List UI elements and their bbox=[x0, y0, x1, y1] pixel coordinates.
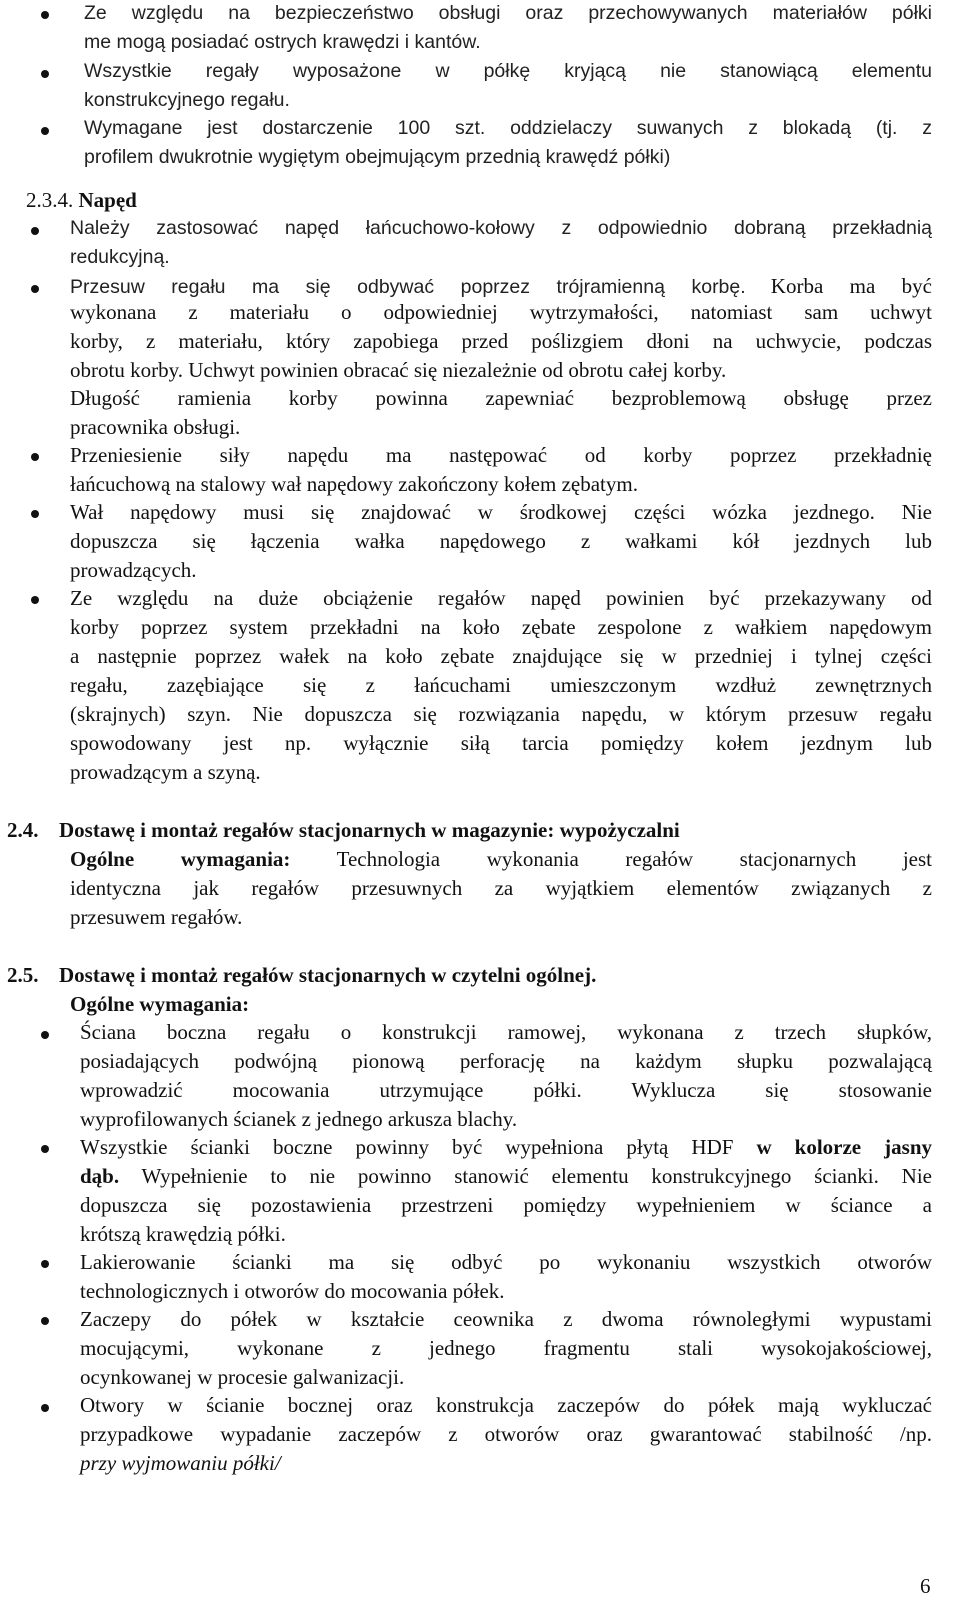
paragraph-line: korby, z materiału, który zapobiega przed poślizgiem dłoni na uchwycie, podczas bbox=[70, 329, 932, 353]
section-heading bbox=[7, 818, 680, 843]
section-title: Napęd bbox=[78, 188, 137, 212]
paragraph-line: Otwory w ścianie bocznej oraz konstrukcja zaczepów do półek mają wykluczać bbox=[80, 1393, 932, 1417]
paragraph-line: Przeniesienie siły napędu ma następować od korby poprzez przekładnię bbox=[70, 443, 932, 467]
paragraph-line bbox=[80, 1164, 932, 1189]
paragraph-line: korby poprzez system przekładni na koło zębate zespolone z wałkiem napędowym bbox=[70, 615, 932, 639]
paragraph-line: konstrukcyjnego regału. bbox=[84, 89, 290, 111]
paragraph-line: przesuwem regałów. bbox=[70, 905, 243, 929]
page-number: 6 bbox=[920, 1574, 931, 1598]
bullet-dot bbox=[41, 11, 49, 19]
paragraph-line: dopuszcza się pozostawienia przestrzeni pomiędzy wypełnieniem w ściance a bbox=[80, 1193, 932, 1217]
paragraph-line: wykonana z materiału o odpowiedniej wytrzymałości, natomiast sam uchwyt bbox=[70, 300, 932, 324]
section-number: 2.3.4. bbox=[26, 188, 74, 212]
text-run-bold: dąb. bbox=[80, 1164, 120, 1188]
section-number: 2.4. bbox=[7, 818, 39, 842]
paragraph-line bbox=[70, 847, 932, 872]
paragraph-line: Lakierowanie ścianki ma się odbyć po wykonaniu wszystkich otworów bbox=[80, 1250, 932, 1274]
bullet-dot bbox=[41, 1031, 49, 1039]
section-title: Dostawę i montaż regałów stacjonarnych w czytelni ogólnej. bbox=[59, 963, 597, 987]
bullet-dot bbox=[41, 1317, 49, 1325]
paragraph-line: krótszą krawędzią półki. bbox=[80, 1222, 286, 1246]
paragraph-line: Wszystkie regały wyposażone w półkę kryjącą nie stanowiącą elementu bbox=[84, 60, 932, 82]
paragraph-line: redukcyjną. bbox=[70, 246, 170, 268]
paragraph-line: łańcuchową na stalowy wał napędowy zakończony kołem zębatym. bbox=[70, 472, 638, 496]
paragraph-line: (skrajnych) szyn. Nie dopuszcza się rozwiązania napędu, w którym przesuw regału bbox=[70, 702, 932, 726]
requirements-label: Ogólne wymagania: bbox=[70, 847, 291, 871]
paragraph-line: pracownika obsługi. bbox=[70, 415, 241, 439]
paragraph-line: a następnie poprzez wałek na koło zębate znajdujące się w przedniej i tylnej części bbox=[70, 644, 932, 668]
requirements-label: Ogólne wymagania: bbox=[70, 992, 250, 1016]
paragraph-line: regału, zazębiające się z łańcuchami umieszczonym wzdłuż zewnętrznych bbox=[70, 673, 932, 697]
bullet-dot bbox=[41, 1260, 49, 1268]
paragraph-line: Ze względu na duże obciążenie regałów napęd powinien być przekazywany od bbox=[70, 586, 932, 610]
paragraph-line: mocującymi, wykonane z jednego fragmentu stali wysokojakościowej, bbox=[80, 1336, 932, 1360]
text-run: Korba ma być bbox=[770, 274, 932, 298]
paragraph-line bbox=[70, 274, 932, 299]
section-heading bbox=[26, 188, 137, 213]
paragraph-line: Wał napędowy musi się znajdować w środkowej części wózka jezdnego. Nie bbox=[70, 500, 932, 524]
text-run: Wszystkie ścianki boczne powinny być wypełniona płytą HDF bbox=[80, 1135, 734, 1159]
paragraph-line: technologicznych i otworów do mocowania półek. bbox=[80, 1279, 505, 1303]
paragraph-line: przypadkowe wypadanie zaczepów z otworów oraz gwarantować stabilność /np. bbox=[80, 1422, 932, 1446]
paragraph-line: obrotu korby. Uchwyt powinien obracać się niezależnie od obrotu całej korby. bbox=[70, 358, 727, 382]
bullet-dot bbox=[41, 1404, 49, 1412]
bullet-dot bbox=[31, 227, 39, 235]
section-heading bbox=[7, 963, 596, 988]
paragraph-line: Ściana boczna regału o konstrukcji ramowej, wykonana z trzech słupków, bbox=[80, 1020, 932, 1044]
bullet-dot bbox=[41, 1145, 49, 1153]
paragraph-line: Zaczepy do półek w kształcie ceownika z dwoma równoległymi wypustami bbox=[80, 1307, 932, 1331]
paragraph-line: Należy zastosować napęd łańcuchowo-kołowy z odpowiednio dobraną przekładnią bbox=[70, 217, 932, 239]
paragraph-line: wprowadzić mocowania utrzymujące półki. Wyklucza się stosowanie bbox=[80, 1078, 932, 1102]
bullet-dot bbox=[41, 127, 49, 135]
paragraph-line: dopuszcza się łączenia wałka napędowego z wałkami kół jezdnych lub bbox=[70, 529, 932, 553]
paragraph-line: identyczna jak regałów przesuwnych za wyjątkiem elementów związanych z bbox=[70, 876, 932, 900]
bullet-dot bbox=[41, 70, 49, 78]
paragraph-line: posiadających podwójną pionową perforację na każdym słupku pozwalającą bbox=[80, 1049, 932, 1073]
paragraph-line bbox=[80, 1135, 932, 1160]
bullet-dot bbox=[31, 285, 39, 293]
section-number: 2.5. bbox=[7, 963, 39, 987]
paragraph-line: przy wyjmowaniu półki/ bbox=[80, 1451, 281, 1475]
paragraph-line: Ze względu na bezpieczeństwo obsługi oraz przechowywanych materiałów półki bbox=[84, 2, 932, 24]
section-title: Dostawę i montaż regałów stacjonarnych w magazynie: wypożyczalni bbox=[59, 818, 680, 842]
text-run-bold: w kolorze jasny bbox=[756, 1135, 932, 1159]
paragraph-line: me mogą posiadać ostrych krawędzi i kantów. bbox=[84, 31, 481, 53]
paragraph-line: wyprofilowanych ścianek z jednego arkusza blachy. bbox=[80, 1107, 518, 1131]
text-run: Przesuw regału ma się odbywać poprzez trójramienną korbę. bbox=[70, 276, 746, 298]
bullet-dot bbox=[31, 596, 39, 604]
bullet-dot bbox=[31, 510, 39, 518]
paragraph-line: ocynkowanej w procesie galwanizacji. bbox=[80, 1365, 405, 1389]
paragraph-line: Długość ramienia korby powinna zapewniać bezproblemową obsługę przez bbox=[70, 386, 932, 410]
text-run: Wypełnienie to nie powinno stanowić elementu konstrukcyjnego ścianki. Nie bbox=[141, 1164, 932, 1188]
paragraph-line: profilem dwukrotnie wygiętym obejmującym przednią krawędź półki) bbox=[84, 146, 671, 168]
bullet-dot bbox=[31, 453, 39, 461]
text-run: Technologia wykonania regałów stacjonarnych jest bbox=[336, 847, 932, 871]
paragraph-line: prowadzącym a szyną. bbox=[70, 760, 261, 784]
paragraph-line: Wymagane jest dostarczenie 100 szt. oddzielaczy suwanych z blokadą (tj. z bbox=[84, 117, 932, 139]
paragraph-line: prowadzących. bbox=[70, 558, 197, 582]
paragraph-line: spowodowany jest np. wyłącznie siłą tarcia pomiędzy kołem jezdnym lub bbox=[70, 731, 932, 755]
